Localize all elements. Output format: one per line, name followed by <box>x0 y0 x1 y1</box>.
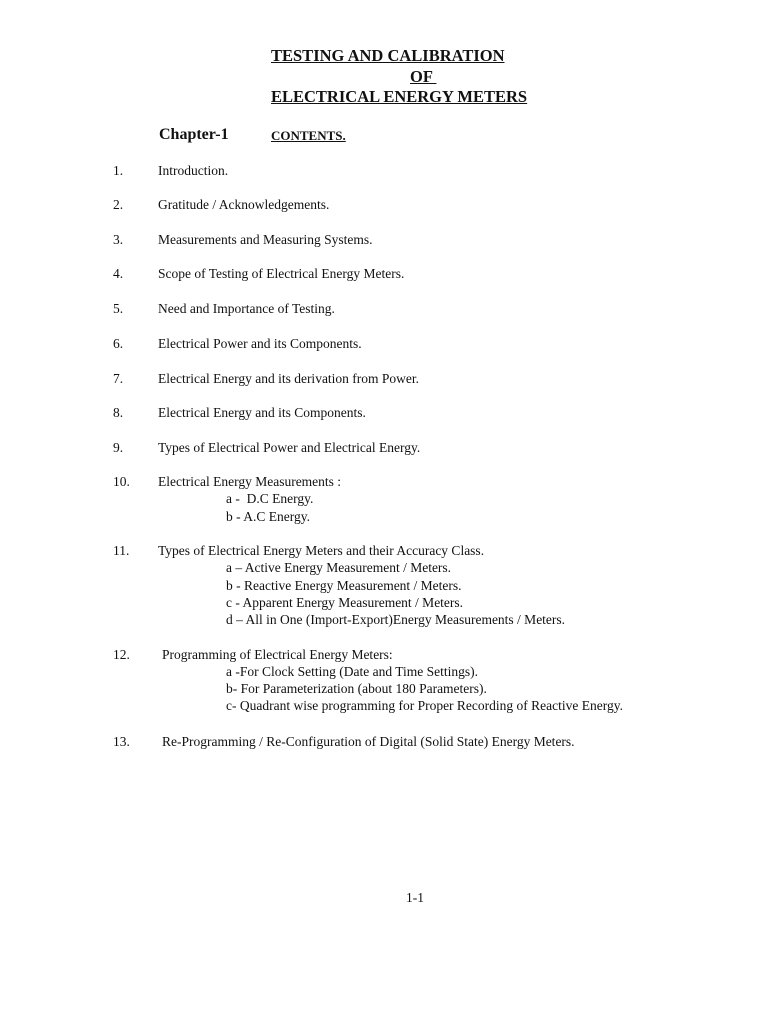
toc-item-text: Electrical Energy and its Components. <box>158 405 366 420</box>
toc-sub-item: b - Reactive Energy Measurement / Meters. <box>226 578 462 593</box>
toc-item-text: Types of Electrical Energy Meters and their Accuracy Class. <box>158 543 485 558</box>
toc-item-number: 12. <box>113 647 130 662</box>
document-title-line-3: ELECTRICAL ENERGY METERS <box>271 87 528 106</box>
toc-item-text: Re-Programming / Re-Configuration of Digital (Solid State) Energy Meters. <box>162 734 575 749</box>
toc-item-number: 7. <box>113 371 124 386</box>
document-title-line-1: TESTING AND CALIBRATION <box>271 46 505 65</box>
toc-sub-item: a - D.C Energy. <box>226 491 314 506</box>
document-title-line-2: OF <box>410 67 437 86</box>
toc-item-text: Scope of Testing of Electrical Energy Meters. <box>158 266 405 281</box>
toc-item-number: 3. <box>113 232 124 247</box>
toc-item-number: 9. <box>113 440 124 455</box>
toc-item-number: 11. <box>113 543 130 558</box>
toc-item-number: 10. <box>113 474 130 489</box>
toc-item-text: Electrical Energy Measurements : <box>158 474 342 489</box>
chapter-heading: Chapter-1 <box>159 126 229 143</box>
toc-item-number: 13. <box>113 734 130 749</box>
toc-sub-item: b- For Parameterization (about 180 Parameters). <box>226 681 487 696</box>
toc-item-number: 1. <box>113 163 124 178</box>
toc-item-text: Introduction. <box>158 163 229 178</box>
toc-item-text: Electrical Energy and its derivation from Power. <box>158 371 420 386</box>
page-number: 1-1 <box>406 890 424 905</box>
toc-item-text: Programming of Electrical Energy Meters: <box>162 647 393 662</box>
toc-item-number: 2. <box>113 197 124 212</box>
toc-sub-item: a -For Clock Setting (Date and Time Settings). <box>226 664 478 679</box>
toc-item-number: 8. <box>113 405 124 420</box>
toc-item-text: Need and Importance of Testing. <box>158 301 335 316</box>
toc-item-text: Measurements and Measuring Systems. <box>158 232 373 247</box>
contents-heading: CONTENTS. <box>271 128 346 143</box>
toc-sub-item: b - A.C Energy. <box>226 509 310 524</box>
toc-item-text: Gratitude / Acknowledgements. <box>158 197 330 212</box>
toc-sub-item: a – Active Energy Measurement / Meters. <box>226 560 452 575</box>
toc-item-text: Electrical Power and its Components. <box>158 336 362 351</box>
toc-sub-item: d – All in One (Import-Export)Energy Measurements / Meters. <box>226 612 566 627</box>
toc-item-number: 5. <box>113 301 124 316</box>
toc-item-number: 4. <box>113 266 124 281</box>
toc-sub-item: c- Quadrant wise programming for Proper Recording of Reactive Energy. <box>226 698 623 713</box>
toc-item-text: Types of Electrical Power and Electrical Energy. <box>158 440 421 455</box>
toc-item-number: 6. <box>113 336 124 351</box>
toc-sub-item: c - Apparent Energy Measurement / Meters. <box>226 595 464 610</box>
